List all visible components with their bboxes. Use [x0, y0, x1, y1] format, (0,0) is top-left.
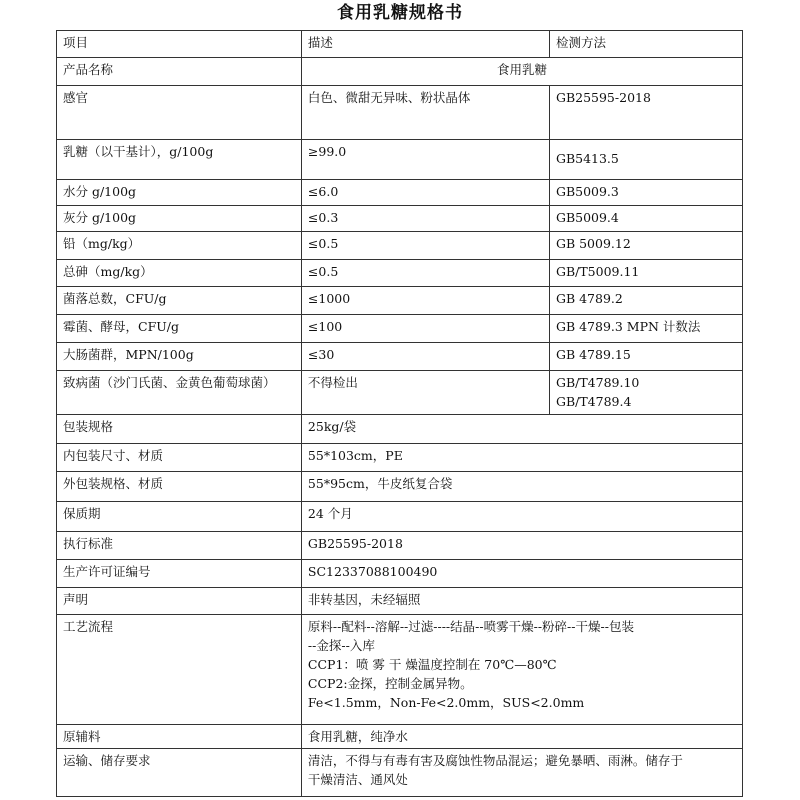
- desc-cell: 白色、微甜无异味、粉状晶体: [301, 86, 549, 140]
- desc-cell: ≤0.5: [301, 260, 549, 287]
- item-cell: 包装规格: [57, 415, 302, 444]
- item-cell: 总砷（mg/kg）: [57, 260, 302, 287]
- table-row: [57, 532, 743, 560]
- item-cell: 灰分 g/100g: [57, 206, 302, 232]
- item-cell: 工艺流程: [57, 615, 302, 725]
- desc-cell: ≤100: [301, 315, 549, 343]
- item-cell: 大肠菌群，MPN/100g: [57, 343, 302, 371]
- process-cell: [301, 615, 742, 725]
- table-row: [57, 58, 743, 86]
- value-cell: 非转基因，未经辐照: [301, 588, 742, 615]
- value-cell: SC12337088100490: [301, 560, 742, 588]
- table-row: [57, 371, 743, 415]
- desc-cell: ≤30: [301, 343, 549, 371]
- item-cell: 执行标准: [57, 532, 302, 560]
- desc-cell: 不得检出: [301, 371, 549, 415]
- process-line: Fe<1.5mm，Non-Fe<2.0mm，SUS<2.0mm: [307, 695, 585, 710]
- method-cell: GB25595-2018: [549, 86, 742, 140]
- table-row: [57, 260, 743, 287]
- table-row: [57, 588, 743, 615]
- table-row: [57, 749, 743, 797]
- item-cell: 外包装规格、材质: [57, 472, 302, 502]
- table-row: [57, 343, 743, 371]
- method-cell: GB 5009.12: [549, 232, 742, 260]
- process-line: CCP1：喷 雾 干 燥温度控制在 70℃—80℃: [307, 657, 557, 672]
- value-cell: 食用乳糖，纯净水: [301, 725, 742, 749]
- value-cell: GB25595-2018: [301, 532, 742, 560]
- item-cell: 产品名称: [57, 58, 302, 86]
- item-cell: 霉菌、酵母，CFU/g: [57, 315, 302, 343]
- page-title: 食用乳糖规格书: [337, 3, 463, 23]
- table-row: [57, 444, 743, 472]
- process-line: CCP2:金探，控制金属异物。: [307, 676, 473, 691]
- header-desc: 描述: [301, 31, 549, 58]
- value-cell: 55*103cm，PE: [301, 444, 742, 472]
- method-cell: GB5009.4: [549, 206, 742, 232]
- item-cell: 致病菌（沙门氏菌、金黄色葡萄球菌）: [57, 371, 302, 415]
- method-cell: [549, 371, 742, 415]
- table-row: [57, 315, 743, 343]
- table-row: [57, 502, 743, 532]
- table-row: [57, 725, 743, 749]
- spec-table: [56, 30, 743, 797]
- method-cell: GB 4789.2: [549, 287, 742, 315]
- table-row: [57, 86, 743, 140]
- desc-cell: ≤0.3: [301, 206, 549, 232]
- item-cell: 运输、储存要求: [57, 749, 302, 797]
- table-row: [57, 615, 743, 725]
- item-cell: 原辅料: [57, 725, 302, 749]
- table-row: [57, 206, 743, 232]
- table-row: [57, 560, 743, 588]
- method-line: GB/T4789.10: [555, 375, 640, 390]
- item-cell: 感官: [57, 86, 302, 140]
- process-line: --金探--入库: [307, 638, 375, 653]
- value-cell: 25kg/袋: [301, 415, 742, 444]
- table-row: [57, 472, 743, 502]
- method-cell: GB 4789.3 MPN 计数法: [549, 315, 742, 343]
- desc-cell: ≤0.5: [301, 232, 549, 260]
- item-cell: 水分 g/100g: [57, 180, 302, 206]
- item-cell: 铅（mg/kg）: [57, 232, 302, 260]
- header-method: 检测方法: [549, 31, 742, 58]
- desc-cell: ≤6.0: [301, 180, 549, 206]
- desc-cell: ≥99.0: [301, 140, 549, 180]
- storage-cell: [301, 749, 742, 797]
- value-cell: 24 个月: [301, 502, 742, 532]
- table-row: [57, 415, 743, 444]
- table-row: [57, 140, 743, 180]
- storage-line: 清洁，不得与有毒有害及腐蚀性物品混运；避免暴晒、雨淋。储存于: [307, 753, 683, 768]
- product-name-cell: 食用乳糖: [301, 58, 742, 86]
- value-cell: 55*95cm，牛皮纸复合袋: [301, 472, 742, 502]
- item-cell: 声明: [57, 588, 302, 615]
- table-header-row: [57, 31, 743, 58]
- process-line: 原料--配料--溶解--过滤----结晶--喷雾干燥--粉碎--干燥--包装: [307, 619, 634, 634]
- table-row: [57, 232, 743, 260]
- item-cell: 保质期: [57, 502, 302, 532]
- method-cell: GB5413.5: [549, 140, 742, 180]
- method-cell: GB 4789.15: [549, 343, 742, 371]
- desc-cell: ≤1000: [301, 287, 549, 315]
- table-row: [57, 287, 743, 315]
- item-cell: 菌落总数，CFU/g: [57, 287, 302, 315]
- method-cell: GB5009.3: [549, 180, 742, 206]
- table-row: [57, 180, 743, 206]
- item-cell: 乳糖（以干基计），g/100g: [57, 140, 302, 180]
- method-line: GB/T4789.4: [555, 394, 632, 409]
- header-item: 项目: [57, 31, 302, 58]
- item-cell: 生产许可证编号: [57, 560, 302, 588]
- method-cell: GB/T5009.11: [549, 260, 742, 287]
- storage-line: 干燥清洁、通风处: [307, 772, 408, 787]
- item-cell: 内包装尺寸、材质: [57, 444, 302, 472]
